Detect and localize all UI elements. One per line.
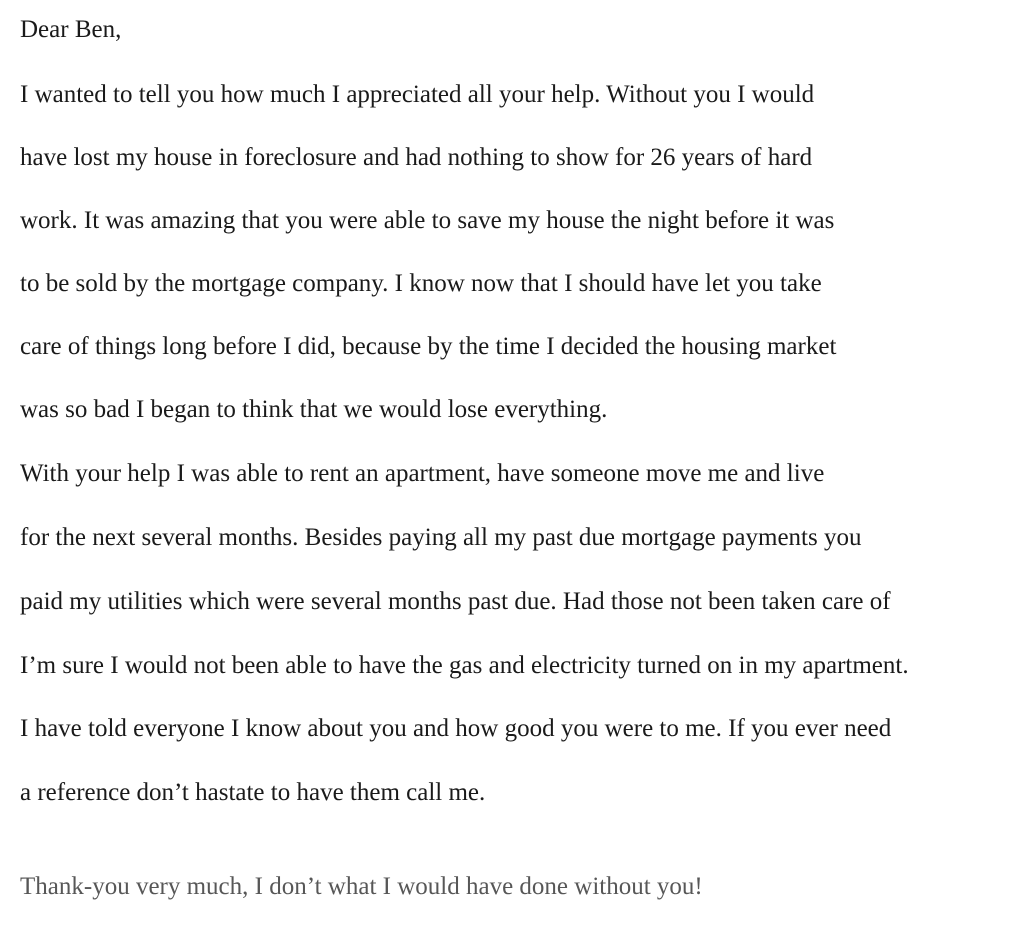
body-line-7: With your help I was able to rent an apartment, have someone move me and live	[20, 460, 825, 487]
body-line-4: to be sold by the mortgage company. I know now that I should have let you take	[20, 270, 822, 297]
closing-line: Thank-you very much, I don’t what I would have done without you!	[20, 873, 703, 900]
body-line-10: I’m sure I would not been able to have the gas and electricity turned on in my apartment.	[20, 652, 909, 679]
body-line-12: a reference don’t hastate to have them call me.	[20, 779, 486, 806]
body-line-2: have lost my house in foreclosure and had nothing to show for 26 years of hard	[20, 144, 813, 171]
body-line-9: paid my utilities which were several months past due. Had those not been taken care of	[20, 588, 891, 615]
body-line-1: I wanted to tell you how much I appreciated all your help. Without you I would	[20, 81, 815, 108]
body-line-6: was so bad I began to think that we would lose everything.	[20, 396, 608, 423]
body-line-8: for the next several months. Besides paying all my past due mortgage payments you	[20, 524, 862, 551]
salutation: Dear Ben,	[20, 16, 122, 43]
body-line-3: work. It was amazing that you were able to save my house the night before it was	[20, 207, 835, 234]
body-line-5: care of things long before I did, because by the time I decided the housing market	[20, 333, 837, 360]
body-line-11: I have told everyone I know about you and how good you were to me. If you ever need	[20, 715, 892, 742]
